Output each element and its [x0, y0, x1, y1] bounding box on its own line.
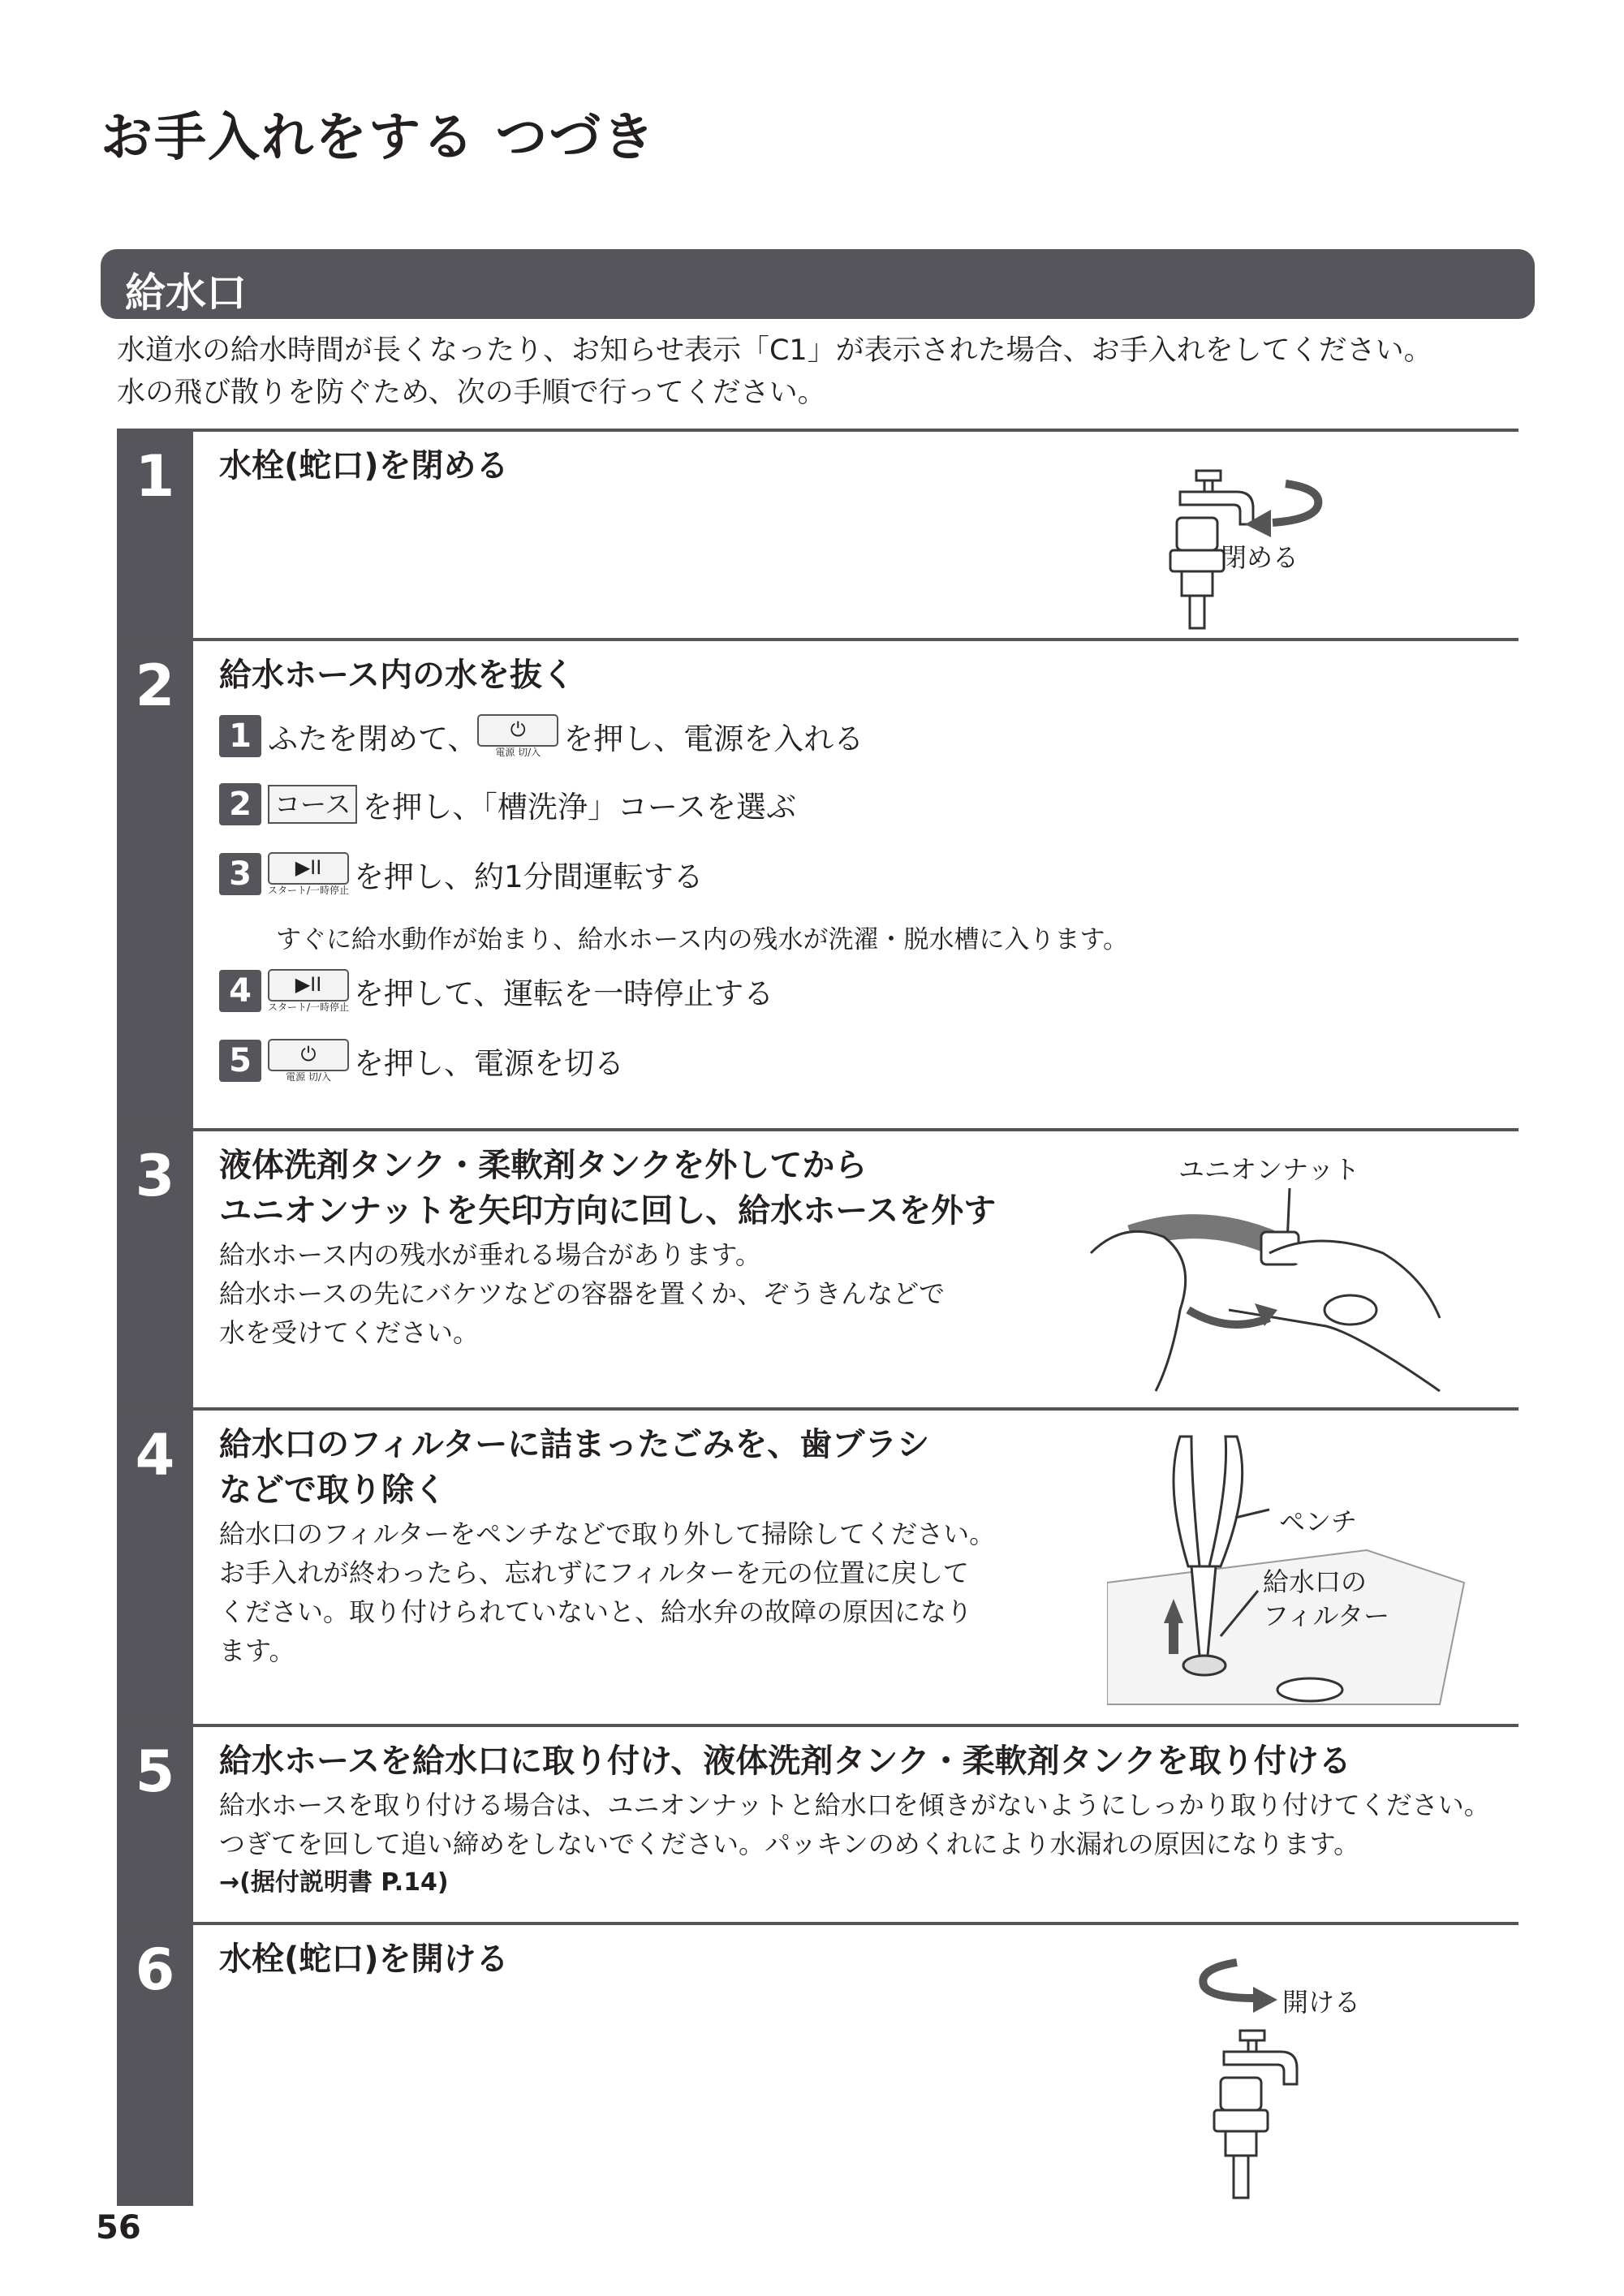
substep-1 — [219, 713, 864, 760]
substep-text: を押し、電源を入れる — [563, 722, 864, 756]
step-number-column — [117, 1131, 193, 1411]
filter-callout — [1263, 1565, 1389, 1633]
step-title: 水栓(蛇口)を閉める — [219, 447, 509, 485]
play-pause-icon: ▶II — [268, 969, 349, 1002]
step-title: 給水ホースを給水口に取り付け、液体洗剤タンク・柔軟剤タンクを取り付ける — [219, 1742, 1351, 1780]
step-body — [219, 1514, 995, 1670]
hose-removal-illustration — [1083, 1188, 1448, 1407]
start-pause-button[interactable] — [268, 969, 349, 1013]
step-number-column — [117, 1925, 193, 2206]
body-line: 給水ホースの先にバケツなどの容器を置くか、ぞうきんなどで — [219, 1278, 946, 1309]
body-line: 給水口のフィルターをペンチなどで取り外して掃除してください。 — [219, 1518, 996, 1549]
substep-number: 2 — [219, 783, 261, 825]
step-title-line: 給水口のフィルターに詰まったごみを、歯ブラシ — [219, 1426, 930, 1463]
body-line: 給水ホース内の残水が垂れる場合があります。 — [219, 1239, 761, 1270]
substep-3 — [219, 851, 704, 898]
open-callout: 開ける — [1282, 1987, 1361, 2018]
substep-2 — [219, 781, 796, 828]
callout-line: フィルター — [1263, 1600, 1390, 1631]
step-number-column — [117, 641, 193, 1131]
power-button[interactable] — [477, 714, 558, 758]
power-icon: ⏻ — [477, 714, 558, 747]
key-label: スタート/一時停止 — [268, 885, 350, 896]
substep-text: を押して、運転を一時停止する — [354, 976, 774, 1011]
substep-number: 3 — [219, 853, 261, 895]
union-nut-callout: ユニオンナット — [1178, 1154, 1360, 1185]
intro-line: 水の飛び散りを防ぐため、次の手順で行ってください。 — [117, 377, 826, 409]
course-button[interactable]: コース — [268, 785, 357, 824]
step-number: 5 — [135, 1738, 175, 1805]
step-4 — [117, 1407, 1518, 1727]
close-callout: 閉める — [1221, 542, 1299, 573]
step-title-line: ユニオンナットを矢印方向に回し、給水ホースを外す — [219, 1192, 997, 1230]
intro-text — [117, 330, 1545, 414]
step-title — [219, 1143, 996, 1234]
page-title: お手入れをする つづき — [101, 108, 657, 168]
step-body — [219, 1235, 945, 1352]
key-label: スタート/一時停止 — [268, 1002, 350, 1013]
substep-note: すぐに給水動作が始まり、給水ホース内の残水が洗濯・脱水槽に入ります。 — [276, 925, 1128, 954]
step-title: 給水ホース内の水を抜く — [219, 657, 575, 694]
pliers-callout: ペンチ — [1279, 1506, 1358, 1537]
substep-number: 1 — [219, 715, 261, 757]
section-title: 給水口 — [125, 269, 247, 317]
step-1 — [117, 429, 1518, 641]
body-line: お手入れが終わったら、忘れずにフィルターを元の位置に戻して — [219, 1557, 969, 1588]
step-6 — [117, 1922, 1518, 2206]
body-line: 水を受けてください。 — [219, 1317, 480, 1348]
step-number: 6 — [135, 1936, 175, 2003]
step-number: 3 — [135, 1143, 175, 1209]
substep-text: を押し、電源を切る — [354, 1046, 624, 1081]
page-number: 56 — [96, 2209, 141, 2246]
callout-line: 給水口の — [1263, 1566, 1368, 1597]
step-number: 1 — [135, 443, 175, 510]
substep-number: 5 — [219, 1040, 261, 1082]
key-label: 電源 切/入 — [286, 1071, 331, 1083]
step-title: 水栓(蛇口)を開ける — [219, 1941, 509, 1978]
section-header — [101, 249, 1535, 319]
body-line: 給水ホースを取り付ける場合は、ユニオンナットと給水口を傾きがないようにしっかり取り付けてください。 — [219, 1790, 1490, 1820]
step-5 — [117, 1724, 1518, 1925]
key-label: 電源 切/入 — [495, 747, 541, 758]
step-title-line: などで取り除く — [219, 1471, 446, 1509]
step-number: 2 — [135, 653, 175, 719]
substep-4 — [219, 967, 773, 1014]
body-line: つぎてを回して追い締めをしないでください。パッキンのめくれにより水漏れの原因になります。 — [219, 1829, 1360, 1859]
substep-number: 4 — [219, 970, 261, 1012]
step-3 — [117, 1128, 1518, 1411]
step-title-line: 液体洗剤タンク・柔軟剤タンクを外してから — [219, 1147, 868, 1184]
step-number-column — [117, 1727, 193, 1925]
substep-text: を押し、約1分間運転する — [354, 859, 704, 894]
power-button[interactable] — [268, 1039, 349, 1083]
step-number: 4 — [135, 1422, 175, 1488]
step-2 — [117, 638, 1518, 1131]
step-title — [219, 1422, 929, 1513]
body-line: ください。取り付けられていないと、給水弁の故障の原因になり — [219, 1596, 973, 1627]
power-icon: ⏻ — [268, 1039, 349, 1071]
reference-link[interactable]: →(据付説明書 P.14) — [219, 1868, 449, 1897]
substep-5 — [219, 1037, 624, 1084]
body-line: ます。 — [219, 1635, 295, 1666]
substep-text: ふたを閉めて、 — [268, 722, 478, 756]
start-pause-button[interactable] — [268, 852, 349, 896]
intro-line: 水道水の給水時間が長くなったり、お知らせ表示「C1」が表示された場合、お手入れをしてください。 — [117, 334, 1432, 367]
play-pause-icon: ▶II — [268, 852, 349, 885]
step-body — [219, 1786, 1490, 1902]
step-number-column — [117, 432, 193, 641]
substep-text: を押し、「槽洗浄」コースを選ぶ — [362, 790, 797, 825]
step-number-column — [117, 1411, 193, 1727]
